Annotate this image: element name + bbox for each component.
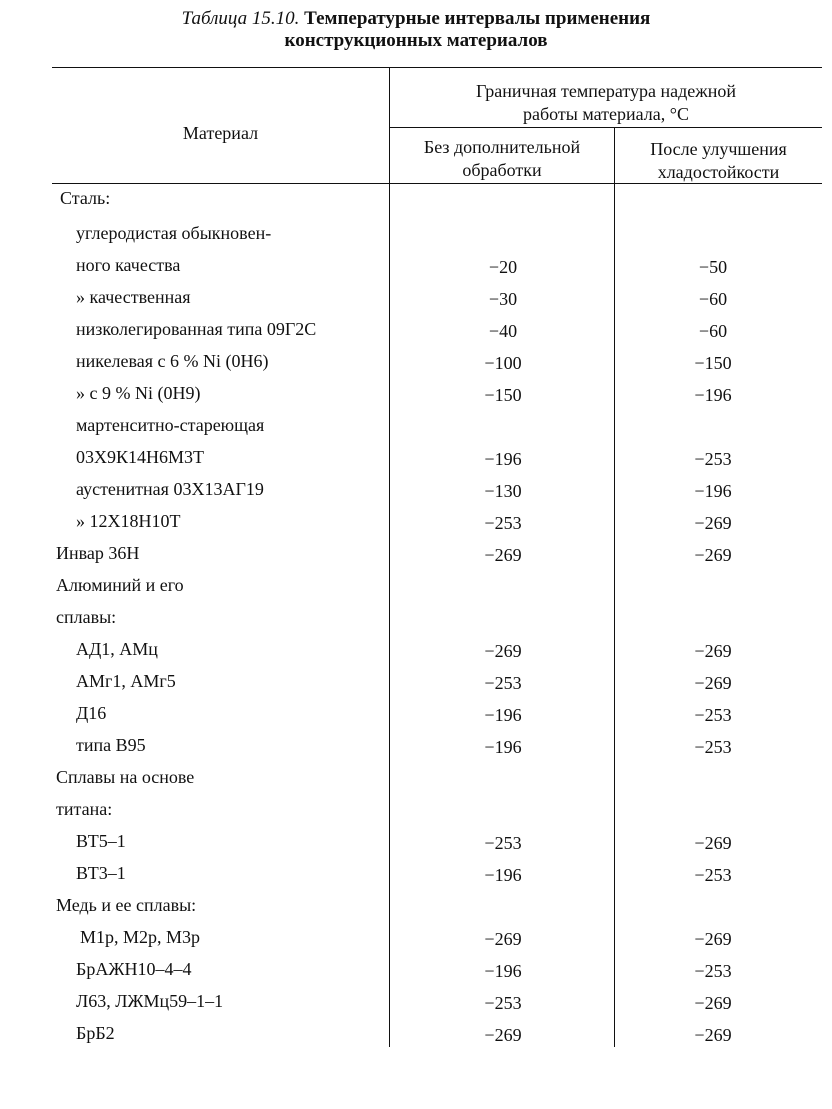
table-row bbox=[0, 413, 832, 445]
table-row bbox=[0, 733, 832, 765]
material-cell: БрАЖН10–4–4 bbox=[76, 959, 192, 979]
temp-untreated-cell: −196 bbox=[484, 865, 522, 885]
temp-improved-cell: −269 bbox=[694, 1025, 732, 1045]
temp-improved-cell: −50 bbox=[698, 257, 728, 277]
temp-improved-cell: −269 bbox=[694, 993, 732, 1013]
material-cell: 03Х9К14Н6М3Т bbox=[76, 447, 205, 467]
table-row bbox=[0, 445, 832, 477]
material-cell: Л63, ЛЖМц59–1–1 bbox=[76, 991, 224, 1011]
caption-line-1 bbox=[0, 8, 832, 30]
table-row bbox=[0, 573, 832, 605]
temp-untreated-cell: −269 bbox=[484, 1025, 522, 1045]
temp-untreated-cell: −253 bbox=[484, 513, 522, 533]
material-cell: АМг1, АМг5 bbox=[76, 671, 176, 691]
table-row bbox=[0, 349, 832, 381]
temp-improved-cell: −196 bbox=[694, 481, 732, 501]
header-col-improved-line-1: После улучшения bbox=[650, 139, 787, 159]
caption-title-2: конструкционных материалов bbox=[284, 30, 548, 51]
material-cell: Д16 bbox=[76, 703, 107, 723]
temp-untreated-cell: −30 bbox=[488, 289, 518, 309]
temp-untreated-cell: −20 bbox=[488, 257, 518, 277]
temp-improved-cell: −253 bbox=[694, 961, 732, 981]
material-cell: аустенитная 03Х13АГ19 bbox=[76, 479, 264, 499]
table-row bbox=[0, 381, 832, 413]
temp-improved-cell: −269 bbox=[694, 833, 732, 853]
temp-improved-cell: −60 bbox=[698, 289, 728, 309]
table-row bbox=[0, 541, 832, 573]
header-material: Материал bbox=[182, 123, 259, 143]
temp-untreated-cell: −253 bbox=[484, 993, 522, 1013]
temp-improved-cell: −269 bbox=[694, 673, 732, 693]
temp-improved-cell: −60 bbox=[698, 321, 728, 341]
temp-improved-cell: −253 bbox=[694, 705, 732, 725]
table-row bbox=[0, 829, 832, 861]
table-row bbox=[0, 925, 832, 957]
caption-label: Таблица 15.10. bbox=[181, 8, 300, 29]
material-cell: Медь и ее сплавы: bbox=[56, 895, 197, 915]
header-group-rule bbox=[390, 127, 822, 128]
temp-improved-cell: −269 bbox=[694, 929, 732, 949]
table-row bbox=[0, 797, 832, 829]
material-cell: ВТ5–1 bbox=[76, 831, 126, 851]
material-cell: Сталь: bbox=[60, 188, 111, 208]
material-cell: Сплавы на основе bbox=[56, 767, 195, 787]
header-group-line-2: работы материала, °C bbox=[523, 104, 689, 124]
material-cell: » качественная bbox=[76, 287, 191, 307]
table-row bbox=[0, 317, 832, 349]
material-cell: М1р, М2р, М3р bbox=[80, 927, 201, 947]
temp-untreated-cell: −40 bbox=[488, 321, 518, 341]
table-row bbox=[0, 637, 832, 669]
table-row bbox=[0, 669, 832, 701]
table-row bbox=[0, 989, 832, 1021]
header-col-untreated bbox=[390, 136, 614, 182]
material-cell: БрБ2 bbox=[76, 1023, 115, 1043]
material-cell: титана: bbox=[56, 799, 113, 819]
temp-improved-cell: −269 bbox=[694, 545, 732, 565]
header-col-untreated-line-1: Без дополнительной bbox=[423, 137, 581, 157]
temp-untreated-cell: −253 bbox=[484, 673, 522, 693]
temp-improved-cell: −196 bbox=[694, 385, 732, 405]
table-row bbox=[0, 893, 832, 925]
material-cell: низколегированная типа 09Г2С bbox=[76, 319, 317, 339]
header-group bbox=[390, 80, 822, 126]
table-row bbox=[0, 186, 832, 218]
header-col-untreated-line-2: обработки bbox=[462, 160, 542, 180]
temp-untreated-cell: −150 bbox=[484, 385, 522, 405]
table-row bbox=[0, 285, 832, 317]
material-cell: Алюминий и его bbox=[56, 575, 184, 595]
temp-improved-cell: −253 bbox=[694, 449, 732, 469]
top-rule bbox=[52, 67, 822, 68]
table-row bbox=[0, 957, 832, 989]
table-row bbox=[0, 861, 832, 893]
temp-untreated-cell: −269 bbox=[484, 641, 522, 661]
header-col-improved bbox=[615, 138, 822, 184]
material-cell: мартенситно-стареющая bbox=[76, 415, 265, 435]
header-col-improved-line-2: хладостойкости bbox=[657, 162, 780, 182]
temp-untreated-cell: −100 bbox=[484, 353, 522, 373]
table-row bbox=[0, 477, 832, 509]
material-cell: АД1, АМц bbox=[76, 639, 158, 659]
header-group-line-1: Граничная температура надежной bbox=[476, 81, 736, 101]
table-row bbox=[0, 221, 832, 253]
temp-improved-cell: −253 bbox=[694, 865, 732, 885]
material-cell: » с 9 % Ni (0Н9) bbox=[76, 383, 201, 403]
material-cell: типа В95 bbox=[76, 735, 146, 755]
material-cell: сплавы: bbox=[56, 607, 117, 627]
temp-improved-cell: −253 bbox=[694, 737, 732, 757]
table-row bbox=[0, 605, 832, 637]
temp-untreated-cell: −196 bbox=[484, 737, 522, 757]
material-cell: ВТ3–1 bbox=[76, 863, 126, 883]
temp-untreated-cell: −196 bbox=[484, 961, 522, 981]
temp-untreated-cell: −269 bbox=[484, 929, 522, 949]
material-cell: никелевая с 6 % Ni (0Н6) bbox=[76, 351, 269, 371]
table-row bbox=[0, 1021, 832, 1053]
table-row bbox=[0, 701, 832, 733]
temp-untreated-cell: −253 bbox=[484, 833, 522, 853]
temp-untreated-cell: −269 bbox=[484, 545, 522, 565]
table-row bbox=[0, 509, 832, 541]
table-caption bbox=[0, 8, 832, 52]
table-row bbox=[0, 765, 832, 797]
temp-improved-cell: −269 bbox=[694, 641, 732, 661]
material-cell: » 12Х18Н10Т bbox=[76, 511, 181, 531]
material-cell: углеродистая обыкновен- bbox=[76, 223, 272, 243]
table-row bbox=[0, 253, 832, 285]
temp-improved-cell: −150 bbox=[694, 353, 732, 373]
temp-improved-cell: −269 bbox=[694, 513, 732, 533]
caption-title-1: Температурные интервалы применения bbox=[304, 8, 651, 29]
temp-untreated-cell: −196 bbox=[484, 449, 522, 469]
material-cell: ного качества bbox=[76, 255, 181, 275]
temp-untreated-cell: −130 bbox=[484, 481, 522, 501]
material-cell: Инвар 36Н bbox=[56, 543, 140, 563]
temp-untreated-cell: −196 bbox=[484, 705, 522, 725]
